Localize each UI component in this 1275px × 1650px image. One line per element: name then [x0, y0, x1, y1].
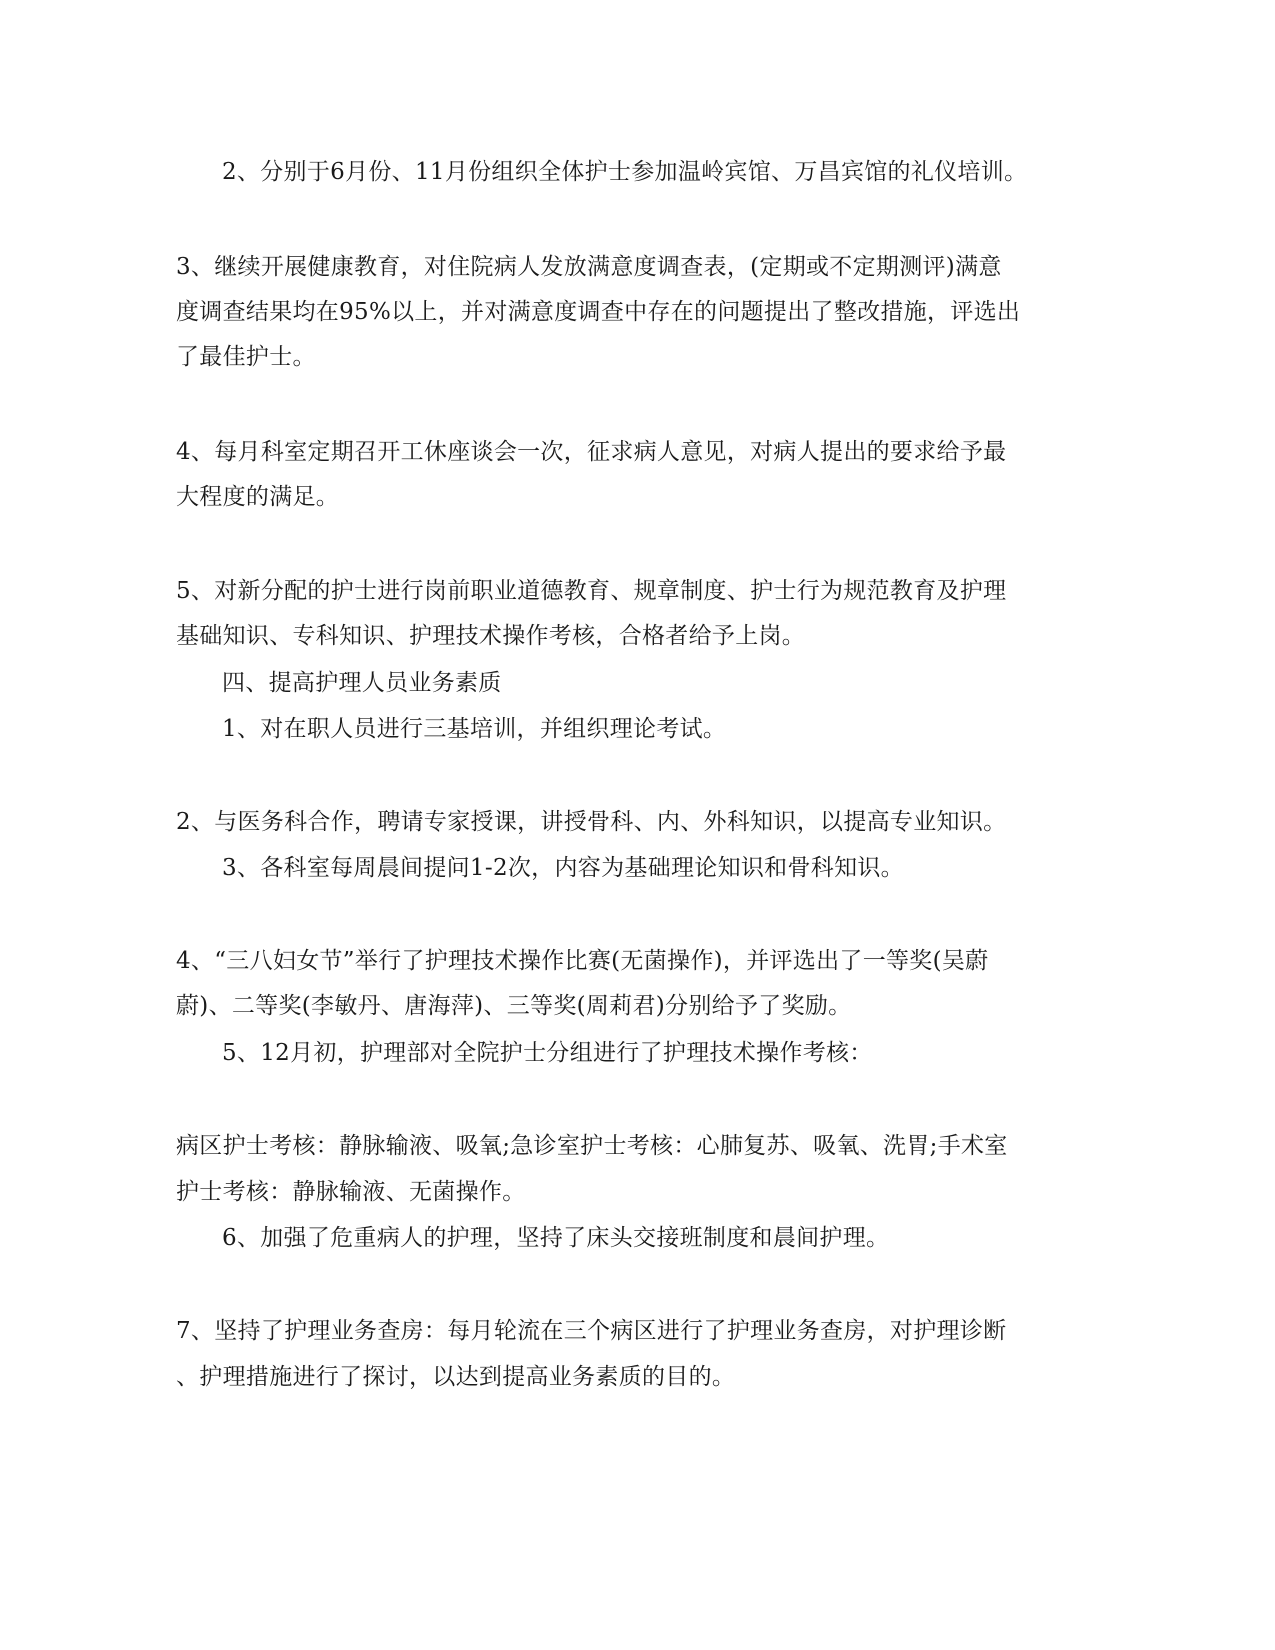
paragraph-item2-etiquette-line-1: 2、分别于6月份、11月份组织全体护士参加温岭宾馆、万昌宾馆的礼仪培训。: [222, 159, 1028, 185]
paragraph-s4-item2: 2、与医务科合作，聘请专家授课，讲授骨科、内、外科知识，以提高专业知识。: [176, 809, 1007, 835]
paragraph-item4-forum-line-1: 4、每月科室定期召开工休座谈会一次，征求病人意见，对病人提出的要求给予最: [176, 439, 1007, 465]
paragraph-s4-item4-line-2: 蔚)、二等奖(李敏丹、唐海萍)、三等奖(周莉君)分别给予了奖励。: [176, 993, 852, 1019]
paragraph-s4-exam-items-line-2: 护士考核：静脉输液、无菌操作。: [176, 1179, 526, 1205]
paragraph-s4-exam-items-line-1: 病区护士考核：静脉输液、吸氧;急诊室护士考核：心肺复苏、吸氧、洗胃;手术室: [176, 1133, 1008, 1159]
section-heading-improve-quality: 四、提高护理人员业务素质: [222, 670, 502, 696]
paragraph-s4-item1: 1、对在职人员进行三基培训，并组织理论考试。: [222, 716, 727, 742]
paragraph-item5-new-nurses-line-1: 5、对新分配的护士进行岗前职业道德教育、规章制度、护士行为规范教育及护理: [176, 578, 1007, 604]
paragraph-item5-new-nurses-line-2: 基础知识、专科知识、护理技术操作考核，合格者给予上岗。: [176, 623, 806, 649]
paragraph-item3-health-edu-line-2: 度调查结果均在95%以上，并对满意度调查中存在的问题提出了整改措施，评选出: [176, 299, 1021, 325]
paragraph-s4-item7-line-1: 7、坚持了护理业务查房：每月轮流在三个病区进行了护理业务查房，对护理诊断: [176, 1318, 1007, 1344]
paragraph-item3-health-edu-line-1: 3、继续开展健康教育，对住院病人发放满意度调查表，(定期或不定期测评)满意: [176, 254, 1002, 280]
paragraph-s4-item4-line-1: 4、“三八妇女节”举行了护理技术操作比赛(无菌操作)，并评选出了一等奖(吴蔚: [176, 948, 989, 974]
paragraph-item3-health-edu-line-3: 了最佳护士。: [176, 344, 316, 370]
paragraph-s4-item6: 6、加强了危重病人的护理，坚持了床头交接班制度和晨间护理。: [222, 1225, 890, 1251]
paragraph-s4-item5: 5、12月初，护理部对全院护士分组进行了护理技术操作考核：: [222, 1040, 873, 1066]
paragraph-item4-forum-line-2: 大程度的满足。: [176, 484, 340, 510]
paragraph-s4-item7-line-2: 、护理措施进行了探讨，以达到提高业务素质的目的。: [176, 1364, 736, 1390]
paragraph-s4-item3: 3、各科室每周晨间提问1-2次，内容为基础理论知识和骨科知识。: [222, 855, 904, 881]
